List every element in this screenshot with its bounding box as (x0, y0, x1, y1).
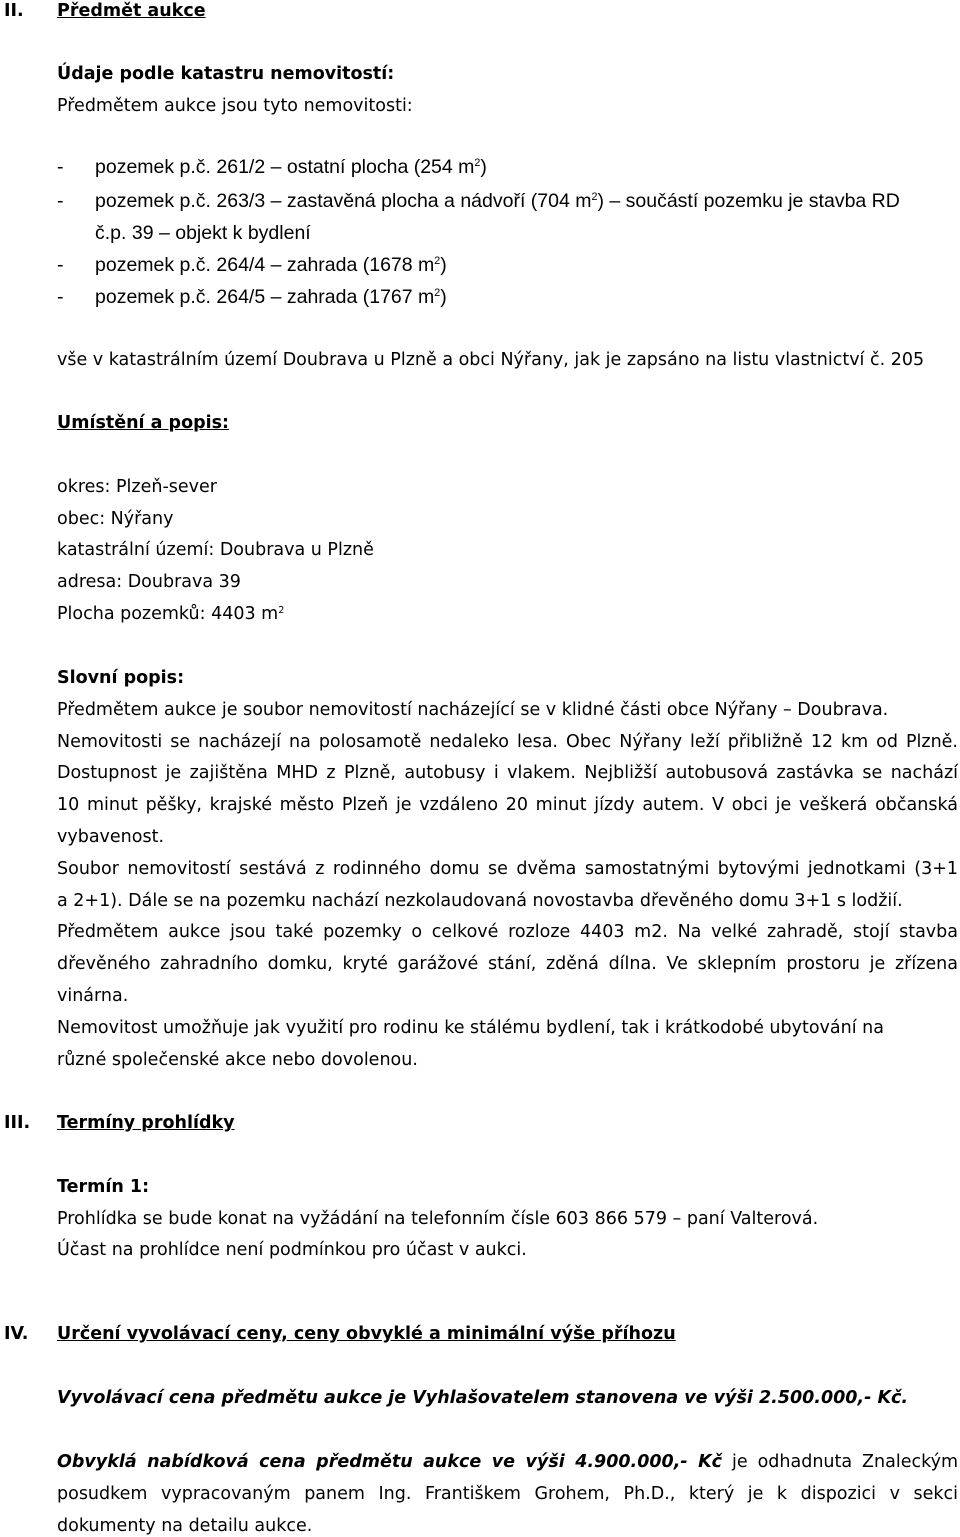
usual-price-line: posudkem vypracovaným panem Ing. Františkem Grohem, Ph.D., který je k dispozici v sekci (57, 1484, 958, 1504)
parcel-item: - pozemek p.č. 264/5 – zahrada (1767 $m^2$) (57, 286, 447, 308)
description-line: vybavenost. (57, 827, 165, 847)
section-number: II. (4, 1, 24, 21)
location-municipality: obec: Nýřany (57, 509, 174, 529)
parcel-item: - pozemek p.č. 261/2 – ostatní plocha (254 $m^2$) (57, 156, 487, 178)
description-line: Dostupnost je zajištěna MHD z Plzně, autobusy i vlakem. Nejbližší autobusová zastávka se nachází (57, 763, 958, 783)
description-line: Předmětem aukce je soubor nemovitostí nacházející se v klidné části obce Nýřany – Doubrava. (57, 700, 889, 720)
parcel-item-continuation: č.p. 39 – objekt k bydlení (95, 222, 311, 244)
description-line: dřevěného zahradního domku, kryté garážové stání, zděná dílna. Ve sklepním prostoru je zřízena (57, 954, 958, 974)
description-line: různé společenské akce nebo dovolenou. (57, 1050, 418, 1070)
cadastre-heading: Údaje podle katastru nemovitostí: (57, 64, 395, 84)
usual-price-line: dokumenty na detailu aukce. (57, 1516, 313, 1536)
location-heading: Umístění a popis: (57, 413, 230, 433)
location-district: okres: Plzeň-sever (57, 477, 217, 497)
description-line: Nemovitost umožňuje jak využití pro rodinu ke stálému bydlení, tak i krátkodobé ubytování na (57, 1018, 884, 1038)
section-title: Předmět aukce (57, 1, 206, 21)
section-title: Určení vyvolávací ceny, ceny obvyklé a minimální výše příhozu (57, 1324, 676, 1344)
cadastre-summary: vše v katastrálním území Doubrava u Plzně a obci Nýřany, jak je zapsáno na listu vlastnictví č. 205 (57, 350, 925, 370)
description-line: Soubor nemovitostí sestává z rodinného domu se dvěma samostatnými bytovými jednotkami (3+1 (57, 859, 958, 879)
description-line: vinárna. (57, 986, 129, 1006)
location-area: Plocha pozemků: 4403 $m^2$ (57, 604, 285, 624)
description-line: Nemovitosti se nacházejí na polosamotě nedaleko lesa. Obec Nýřany leží přibližně 12 km od Plzně. (57, 732, 958, 752)
term-heading: Termín 1: (57, 1177, 150, 1197)
section-number: IV. (4, 1324, 29, 1344)
parcel-item: - pozemek p.č. 263/3 – zastavěná plocha a nádvoří (704 $m^2$) – součástí pozemku je stavba RD (57, 190, 900, 212)
location-address: adresa: Doubrava 39 (57, 572, 241, 592)
cadastre-intro: Předmětem aukce jsou tyto nemovitosti: (57, 96, 413, 116)
usual-price-line: Obvyklá nabídková cena předmětu aukce ve výši 4.900.000,- Kč je odhadnuta Znaleckým (57, 1452, 959, 1472)
description-line: Předmětem aukce jsou také pozemky o celkové rozloze 4403 m2. Na velké zahradě, stojí stavba (57, 922, 958, 942)
description-line: 10 minut pěšky, krajské město Plzeň je vzdáleno 20 minut jízdy autem. V obci je veškerá občanská (57, 795, 958, 815)
parcel-item: - pozemek p.č. 264/4 – zahrada (1678 $m^2$) (57, 254, 447, 276)
term-line: Účast na prohlídce není podmínkou pro účast v aukci. (57, 1240, 527, 1260)
description-line: a 2+1). Dále se na pozemku nachází nezkolaudovaná novostavba dřevěného domu 3+1 s lodžií. (57, 891, 903, 911)
starting-price: Vyvolávací cena předmětu aukce je Vyhlašovatelem stanovena ve výši 2.500.000,- Kč. (57, 1388, 909, 1408)
location-cadastral-area: katastrální území: Doubrava u Plzně (57, 540, 374, 560)
description-heading: Slovní popis: (57, 668, 185, 688)
term-line: Prohlídka se bude konat na vyžádání na telefonním čísle 603 866 579 – paní Valterová. (57, 1209, 819, 1229)
section-number: III. (4, 1113, 31, 1133)
section-title: Termíny prohlídky (57, 1113, 235, 1133)
